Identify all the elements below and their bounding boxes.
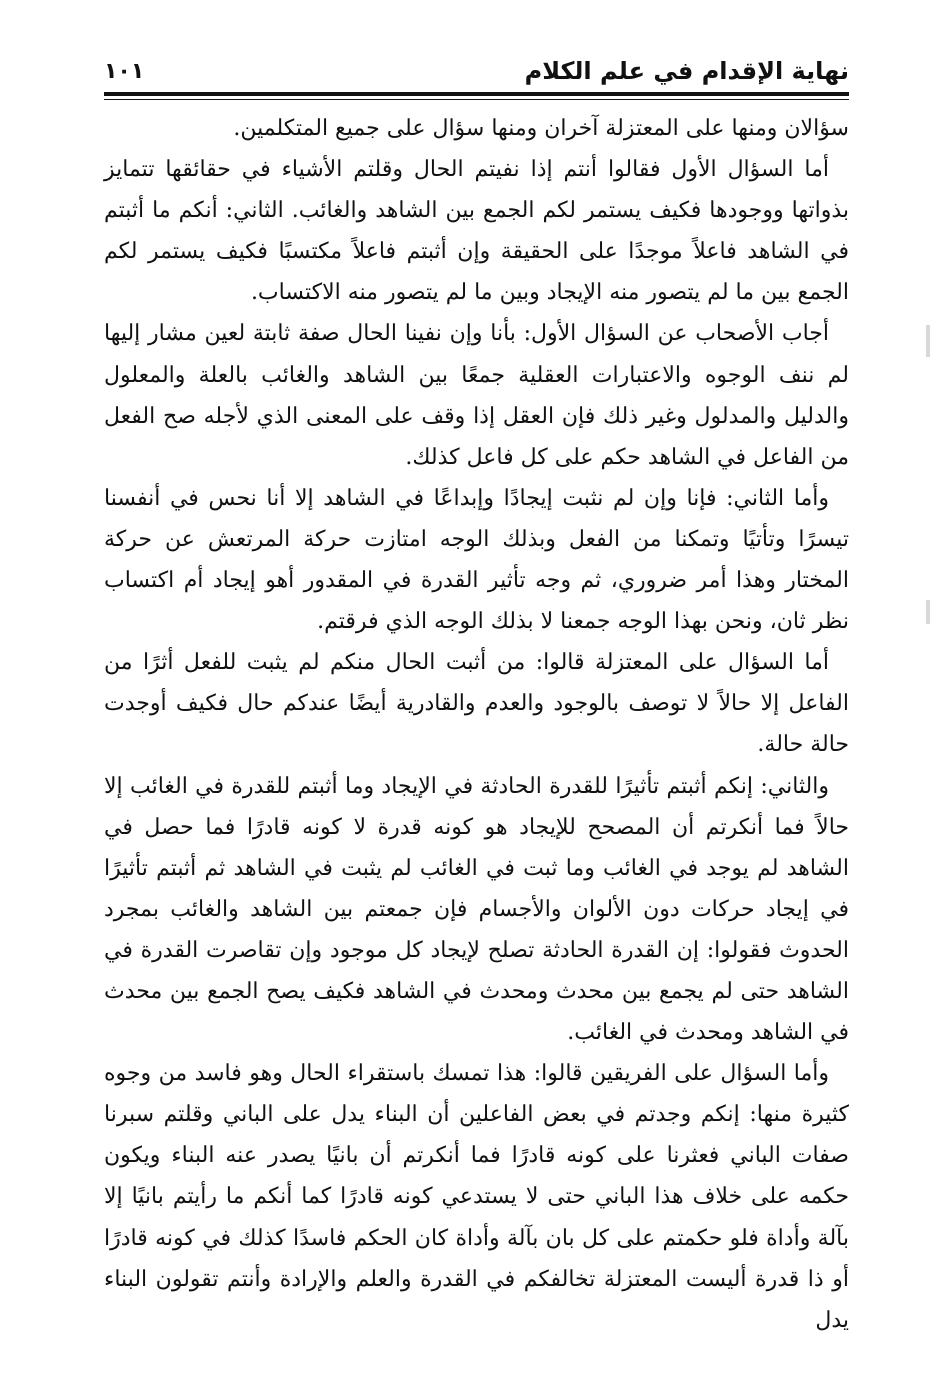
paragraph: أما السؤال على المعتزلة قالوا: من أثبت الحال منكم لم يثبت للفعل أثرًا من الفاعل إلا حالاً لا توصف بالوجود والعدم والقادرية أيضًا عندكم حال فكيف أوجدت حالة حالة. xyxy=(104,650,849,758)
body-text xyxy=(104,108,849,1341)
header-rule-thin xyxy=(104,99,849,100)
paragraph: وأما السؤال على الفريقين قالوا: هذا تمسك باستقراء الحال وهو فاسد من وجوه كثيرة منها: إنكم وجدتم في بعض الفاعلين أن البناء يدل على الباني وقلتم سبرنا صفات الباني فعثرنا على كونه قادرًا فما أنكرتم أن بانيًا يصدر عنه البناء ويكون حكمه على خلاف هذا الباني حتى لا يستدعي كونه قادرًا كما أنكم ما رأيتم بانيًا إلا بآلة وأداة فلو حكمتم على كل بان بآلة وأداة كان الحكم فاسدًا كذلك في كونه قادرًا أو ذا قدرة أليست المعتزلة تخالفكم في القدرة والعلم والإرادة وأنتم تقولون البناء يدل xyxy=(104,1061,849,1333)
paragraph: أما السؤال الأول فقالوا أنتم إذا نفيتم الحال وقلتم الأشياء في حقائقها تتمايز بذواتها ووجودها فكيف يستمر لكم الجمع بين الشاهد والغائب. الثاني: أنكم ما أثبتم في الشاهد فاعلاً موجدًا على الحقيقة وإن أثبتم فاعلاً مكتسبًا فكيف يستمر لكم الجمع بين ما لم يتصور منه الإيجاد وبين ما لم يتصور منه الاكتساب. xyxy=(104,157,849,306)
header-rule-thick xyxy=(104,92,849,96)
scan-edge-mark xyxy=(926,600,930,624)
scan-edge-mark xyxy=(926,325,930,357)
page-header xyxy=(104,52,849,96)
paragraph: والثاني: إنكم أثبتم تأثيرًا للقدرة الحادثة في الإيجاد وما أثبتم للقدرة في الغائب إلا حالاً فما أنكرتم أن المصحح للإيجاد هو كونه قدرة لا كونه قادرًا فما حصل في الشاهد لم يوجد في الغائب وما ثبت في الغائب لم يثبت في الشاهد ثم أثبتم تأثيرًا في إيجاد حركات دون الألوان والأجسام فإن جمعتم بين الشاهد والغائب بمجرد الحدوث فقولوا: إن القدرة الحادثة تصلح لإيجاد كل موجود وإن تقاصرت القدرة في الشاهد حتى لم يجمع بين محدث ومحدث في الشاهد فكيف يصح الجمع بين محدث في الشاهد ومحدث في الغائب. xyxy=(104,773,849,1046)
book-title: نهاية الإقدام في علم الكلام xyxy=(524,57,849,85)
page-number: ١٠١ xyxy=(104,59,145,84)
paragraph: أجاب الأصحاب عن السؤال الأول: بأنا وإن نفينا الحال صفة ثابتة لعين مشار إليها لم ننف الوجوه والاعتبارات العقلية جمعًا بين الشاهد والغائب بالعلة والمعلول والدليل والمدلول وغير ذلك فإن العقل إذا وقف على المعنى الذي لأجله صح الفعل من الفاعل في الشاهد حكم على كل فاعل كذلك. xyxy=(104,321,849,470)
paragraph: وأما الثاني: فإنا وإن لم نثبت إيجادًا وإبداعًا في الشاهد إلا أنا نحس في أنفسنا تيسرًا وتأتيًا وتمكنا من الفعل وبذلك الوجه امتازت حركة المرتعش عن حركة المختار وهذا أمر ضروري، ثم وجه تأثير القدرة في المقدور أهو إيجاد أم اكتساب نظر ثان، ونحن بهذا الوجه جمعنا لا بذلك الوجه الذي فرقتم. xyxy=(104,485,849,635)
paragraph: سؤالان ومنها على المعتزلة آخران ومنها سؤال على جميع المتكلمين. xyxy=(233,116,849,141)
